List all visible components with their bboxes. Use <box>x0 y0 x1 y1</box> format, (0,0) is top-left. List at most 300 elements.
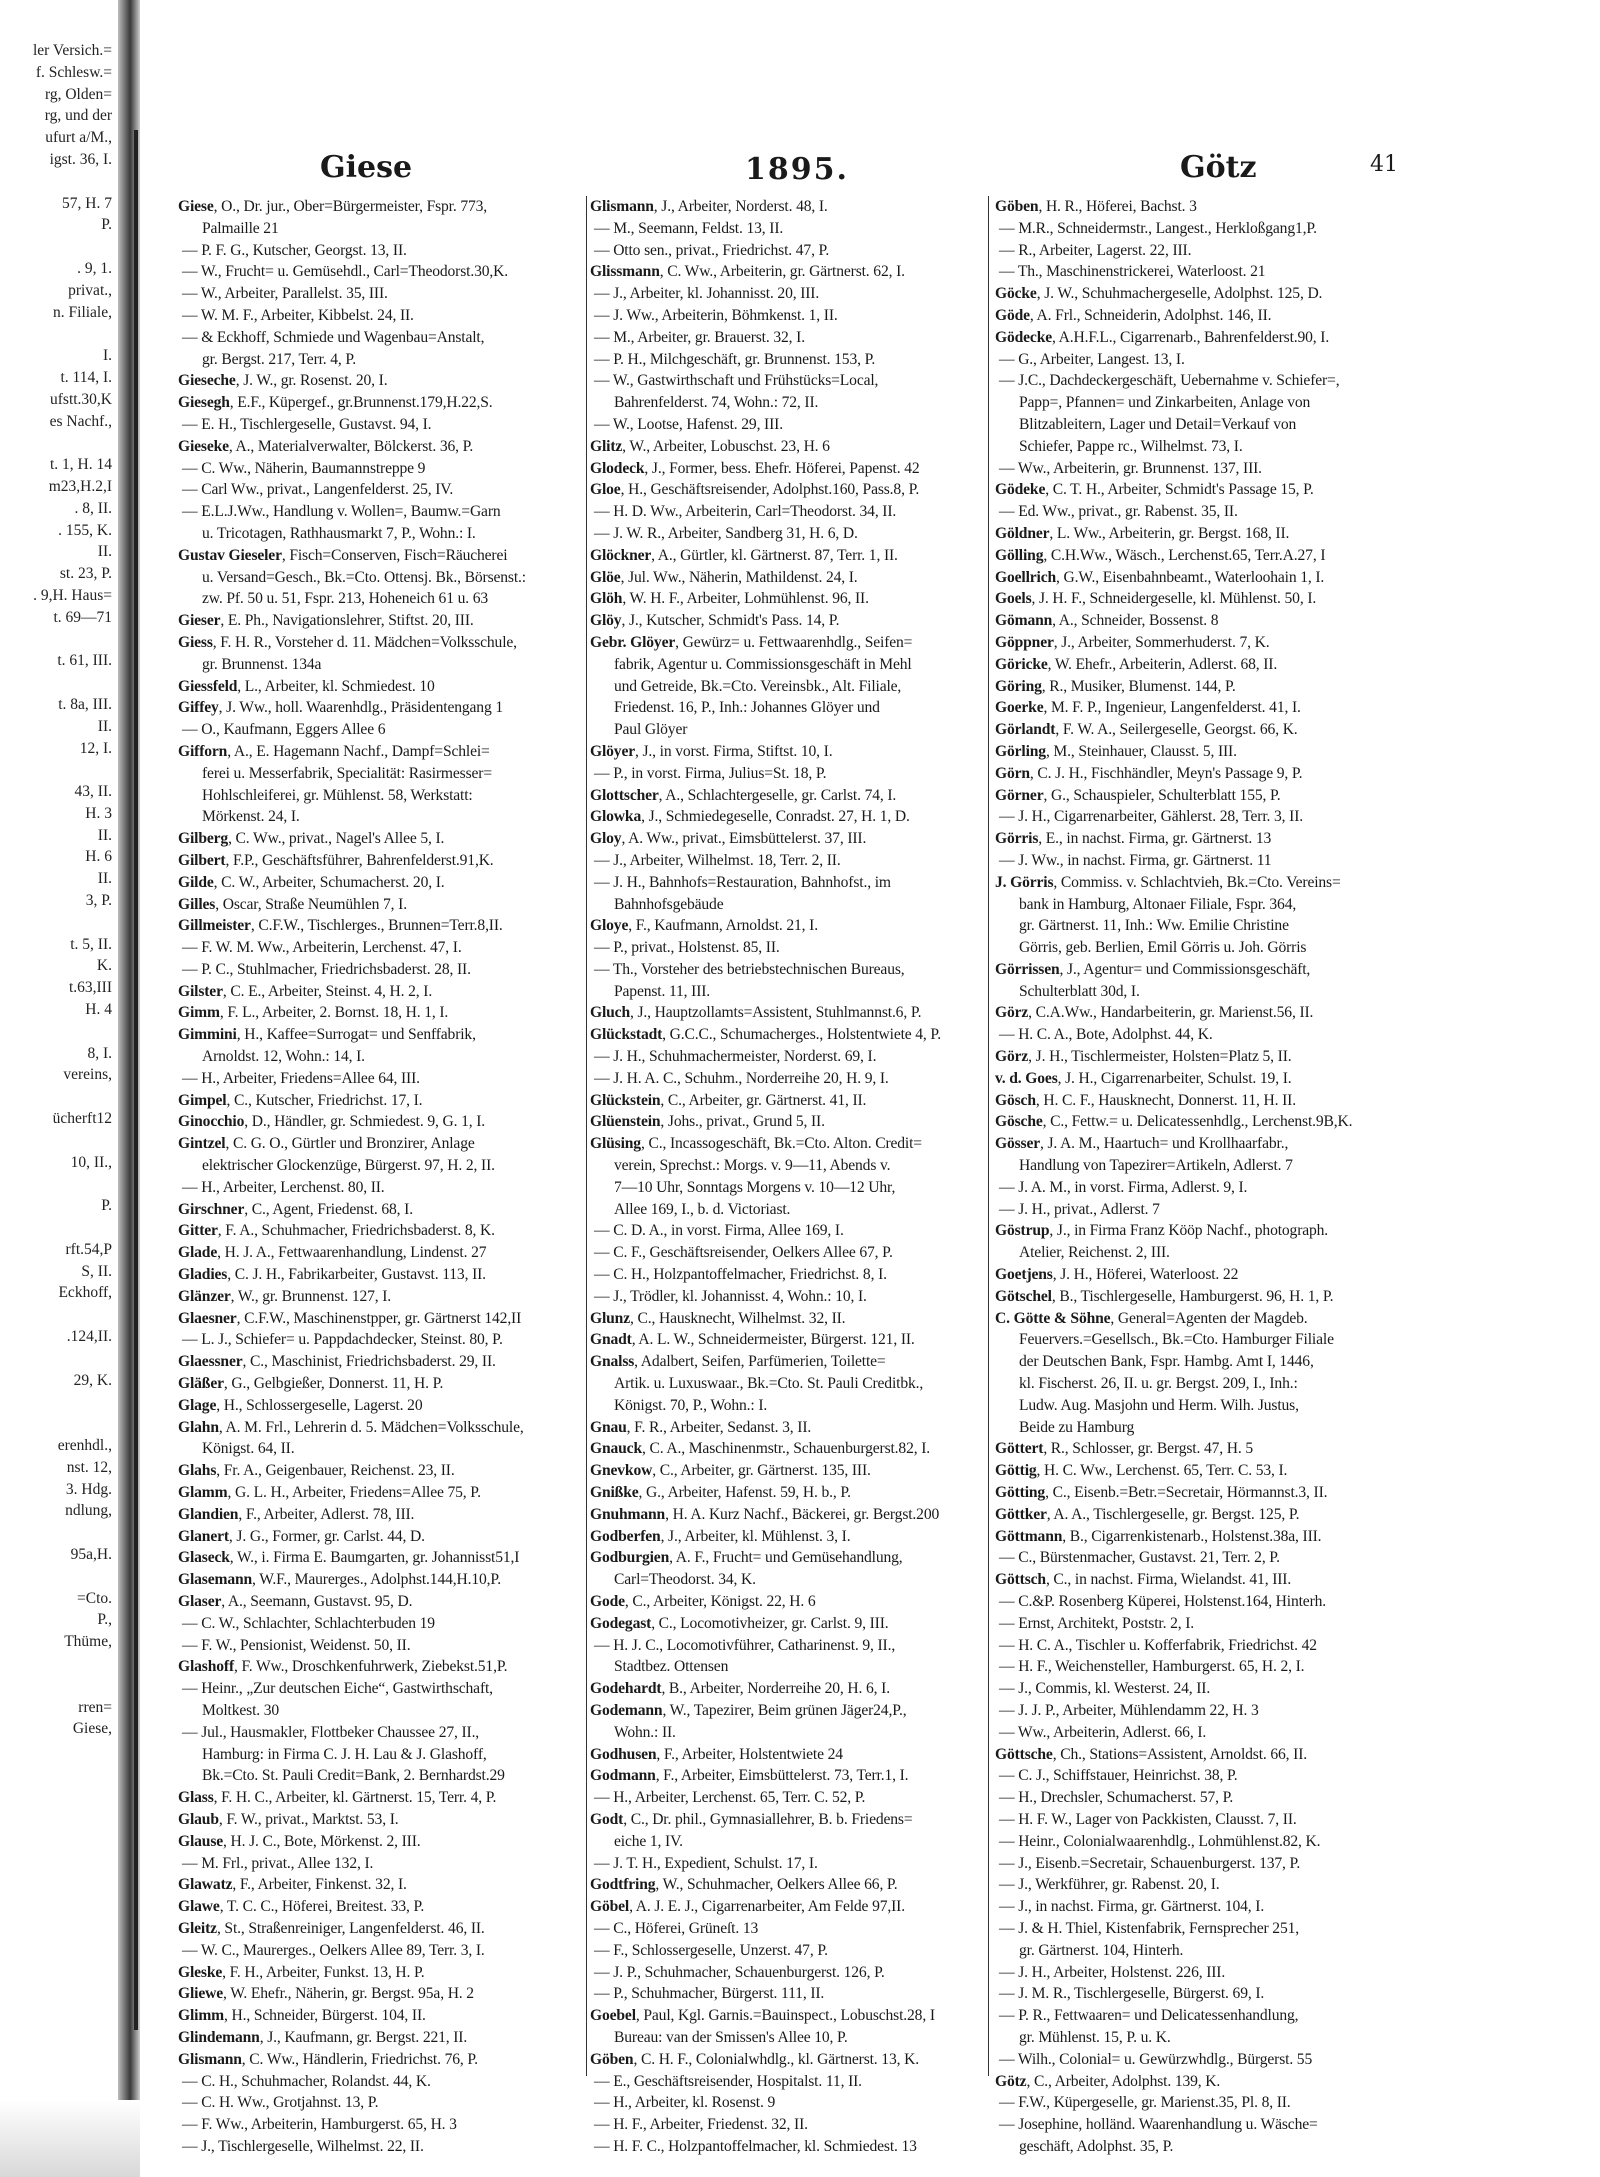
directory-entry: Glänzer, W., gr. Brunnenst. 127, I. <box>178 1287 392 1305</box>
directory-entry: Glöckner, A., Gürtler, kl. Gärtnerst. 87, Terr. 1, II. <box>590 546 898 564</box>
directory-entry: Goels, J. H. F., Schneidergeselle, kl. Mühlenst. 50, I. <box>995 590 1317 608</box>
directory-entry: Gimpel, C., Kutscher, Friedrichst. 17, I. <box>178 1091 423 1109</box>
directory-subentry: — P. F. G., Kutscher, Georgst. 13, II. <box>182 241 407 259</box>
column-divider-2 <box>988 196 989 2076</box>
directory-entry: Girschner, C., Agent, Friedenst. 68, I. <box>178 1200 413 1218</box>
directory-entry: Glöe, Jul. Ww., Näherin, Mathildenst. 24, I. <box>590 568 858 586</box>
directory-subentry: — J. H., Cigarrenarbeiter, Gählerst. 28, Terr. 3, II. <box>999 808 1303 826</box>
directory-entry: Glüenstein, Johs., privat., Grund 5, II. <box>590 1113 825 1131</box>
directory-entry: Gladies, C. J. H., Fabrikarbeiter, Gustavst. 113, II. <box>178 1266 486 1284</box>
directory-subentry: — J. Ww., in nachst. Firma, gr. Gärtnerst. 11 <box>999 851 1272 869</box>
directory-subentry: — P. H., Milchgeschäft, gr. Brunnenst. 153, P. <box>594 350 876 368</box>
directory-subentry: — F. Ww., Arbeiterin, Hamburgerst. 65, H. 3 <box>182 2116 457 2134</box>
strip-line: ücherft12 <box>52 1110 112 1128</box>
directory-entry: Gleske, F. H., Arbeiter, Funkst. 13, H. P. <box>178 1963 425 1981</box>
strip-line: ufurt a/M., <box>45 129 112 147</box>
directory-subentry: — W., Gastwirthschaft und Frühstücks=Local, <box>594 372 879 390</box>
directory-continuation: Arnoldst. 12, Wohn.: 14, I. <box>202 1048 365 1066</box>
directory-entry: Glasemann, W.F., Maurerges., Adolphst.144,H.10,P. <box>178 1571 501 1589</box>
strip-line: P., <box>97 1611 112 1629</box>
directory-entry: Glass, F. H. C., Arbeiter, kl. Gärtnerst. 15, Terr. 4, P. <box>178 1789 497 1807</box>
directory-entry: Göben, H. R., Höferei, Bachst. 3 <box>995 198 1197 215</box>
directory-entry: Gnau, F. R., Arbeiter, Sedanst. 3, II. <box>590 1418 812 1436</box>
header-left-keyword: Giese <box>320 150 413 185</box>
column-1 <box>178 196 581 2155</box>
directory-subentry: — E., Geschäftsreisender, Hospitalst. 11, II. <box>594 2072 862 2090</box>
directory-entry: Glüsing, C., Incassogeschäft, Bk.=Cto. Alton. Credit= <box>590 1135 922 1153</box>
directory-subentry: — H. F. C., Holzpantoffelmacher, kl. Schmiedest. 13 <box>594 2137 917 2155</box>
directory-entry: Glöy, J., Kutscher, Schmidt's Pass. 14, P. <box>590 612 840 630</box>
directory-continuation: gr. Bergst. 217, Terr. 4, P. <box>202 350 356 368</box>
directory-entry: Glöyer, J., in vorst. Firma, Stiftst. 10, I. <box>590 742 833 760</box>
strip-line: rg, Olden= <box>44 85 112 103</box>
directory-subentry: — W., Frucht= u. Gemüsehdl., Carl=Theodorst.30,K. <box>182 263 508 281</box>
strip-line: rft.54,P <box>65 1240 112 1258</box>
directory-entry: Gilde, C. W., Arbeiter, Schumacherst. 20, I. <box>178 873 445 891</box>
directory-entry: Götschel, B., Tischlergeselle, Hamburgerst. 96, H. 1, P. <box>995 1287 1334 1305</box>
strip-line <box>0 1391 118 1413</box>
directory-entry: Gösche, C., Fettw.= u. Delicatessenhdlg., Lerchenst.9B,K. <box>995 1113 1353 1131</box>
strip-line: nst. 12, <box>66 1458 112 1476</box>
strip-line: vereins, <box>63 1066 112 1084</box>
directory-subentry: — F., Schlossergeselle, Unzerst. 47, P. <box>594 1941 828 1959</box>
directory-continuation: ferei u. Messerfabrik, Specialität: Rasirmesser= <box>202 764 492 782</box>
strip-line: erenhdl., <box>57 1437 112 1454</box>
strip-line <box>0 171 118 193</box>
directory-entry: Glanert, J. G., Former, gr. Carlst. 44, D. <box>178 1527 425 1545</box>
directory-entry: Godehardt, B., Arbeiter, Norderreihe 20, H. 6, I. <box>590 1680 890 1698</box>
column-divider-1 <box>586 196 587 2076</box>
strip-line: I. <box>102 347 112 365</box>
directory-continuation: Wohn.: II. <box>614 1723 676 1741</box>
strip-line <box>0 912 118 934</box>
directory-entry: Glodeck, J., Former, bess. Ehefr. Höferei, Papenst. 42 <box>590 459 920 477</box>
strip-line: . 9,H. Haus= <box>33 586 112 604</box>
strip-line <box>0 1086 118 1108</box>
directory-entry: Godberfen, J., Arbeiter, kl. Mühlenst. 3, I. <box>590 1527 851 1545</box>
directory-continuation: zw. Pf. 50 u. 51, Fspr. 213, Hoheneich 61 u. 63 <box>202 590 489 608</box>
directory-entry: Glindemann, J., Kaufmann, gr. Bergst. 221, II. <box>178 2028 468 2046</box>
directory-entry: Gilles, Oscar, Straße Neumühlen 7, I. <box>178 895 407 913</box>
directory-subentry: — C., Bürstenmacher, Gustavst. 21, Terr. 2, P. <box>999 1549 1280 1567</box>
directory-entry: Gustav Gieseler, Fisch=Conserven, Fisch=Räucherei <box>178 546 508 564</box>
directory-entry: Gödecke, A.H.F.L., Cigarrenarb., Bahrenfelderst.90, I. <box>995 328 1330 346</box>
directory-entry: J. Görris, Commiss. v. Schlachtvieh, Bk.=Cto. Vereins= <box>995 873 1341 891</box>
directory-entry: Gliewe, W. Ehefr., Näherin, gr. Bergst. 95a, H. 2 <box>178 1985 474 2003</box>
directory-entry: Glunz, C., Hausknecht, Wilhelmst. 32, II. <box>590 1309 846 1327</box>
directory-continuation: und Getreide, Bk.=Cto. Vereinsbk., Alt. Filiale, <box>614 677 902 695</box>
directory-entry: Göde, A. Frl., Schneiderin, Adolphst. 146, II. <box>995 306 1272 324</box>
directory-entry: Gösch, H. C. F., Hausknecht, Donnerst. 11, H. II. <box>995 1091 1296 1109</box>
directory-subentry: — Wilh., Colonial= u. Gewürzwhdlg., Bürgerst. 55 <box>999 2050 1313 2068</box>
directory-entry: Göttmann, B., Cigarrenkistenarb., Holstenst.38a, III. <box>995 1527 1322 1545</box>
directory-entry: Glaessner, C., Maschinist, Friedrichsbaderst. 29, II. <box>178 1353 496 1371</box>
directory-subentry: — H. F. W., Lager von Packkisten, Clausst. 7, II. <box>999 1810 1297 1828</box>
directory-entry: Göttker, A. A., Tischlergeselle, gr. Bergst. 125, P. <box>995 1505 1300 1523</box>
directory-entry: Glage, H., Schlossergeselle, Lagerst. 20 <box>178 1396 423 1414</box>
directory-subentry: — F. W., Pensionist, Weidenst. 50, II. <box>182 1636 411 1654</box>
strip-line: t. 1, H. 14 <box>50 456 112 474</box>
directory-subentry: — J., Trödler, kl. Johannisst. 4, Wohn.: 10, I. <box>594 1287 867 1305</box>
directory-subentry: — P. C., Stuhlmacher, Friedrichsbaderst. 28, II. <box>182 960 471 978</box>
directory-entry: Görn, C. J. H., Fischhändler, Meyn's Passage 9, P. <box>995 764 1303 782</box>
directory-continuation: Handlung von Tapezirer=Artikeln, Adlerst. 7 <box>1019 1157 1293 1175</box>
directory-subentry: — Th., Vorsteher des betriebstechnischen Bureaus, <box>594 960 905 978</box>
directory-entry: Gilster, C. E., Arbeiter, Steinst. 4, H. 2, I. <box>178 982 433 1000</box>
strip-line: rren= <box>78 1698 112 1716</box>
strip-line: P. <box>101 216 112 234</box>
directory-subentry: — Heinr., Colonialwaarenhdlg., Lohmühlenst.82, K. <box>999 1832 1321 1850</box>
directory-entry: Gimmini, H., Kaffee=Surrogat= und Senffabrik, <box>178 1026 476 1044</box>
directory-subentry: — J. & H. Thiel, Kistenfabrik, Fernsprecher 251, <box>999 1919 1299 1937</box>
directory-continuation: Bahrenfelderst. 74, Wohn.: 72, II. <box>614 394 819 412</box>
directory-entry: Gnadt, A. L. W., Schneidermeister, Bürgerst. 121, II. <box>590 1331 915 1349</box>
directory-subentry: — R., Arbeiter, Lagerst. 22, III. <box>999 241 1192 259</box>
directory-entry: Görz, C.A.Ww., Handarbeiterin, gr. Marienst.56, II. <box>995 1004 1314 1022</box>
directory-subentry: — H. F., Weichensteller, Hamburgerst. 65, H. 2, I. <box>999 1658 1305 1676</box>
strip-line: ufstt.30,K <box>50 390 112 408</box>
directory-continuation: gr. Gärtnerst. 11, Inh.: Ww. Emilie Christine <box>1019 917 1289 935</box>
directory-subentry: — L. J., Schiefer= u. Pappdachdecker, Steinst. 80, P. <box>182 1331 503 1349</box>
directory-subentry: — W. C., Maurerges., Oelkers Allee 89, Terr. 3, I. <box>182 1941 485 1959</box>
directory-entry: Giffey, J. Ww., holl. Waarenhdlg., Präsidentengang 1 <box>178 699 503 717</box>
directory-continuation: Palmaille 21 <box>202 219 279 237</box>
strip-line: Giese, <box>72 1720 112 1738</box>
directory-entry: Glowka, J., Schmiedegeselle, Conradst. 27, H. 1, D. <box>590 808 910 826</box>
strip-line: st. 23, P. <box>59 565 112 583</box>
directory-continuation: Bk.=Cto. St. Pauli Credit=Bank, 2. Bernhardst.29 <box>202 1767 505 1785</box>
directory-subentry: — J. M. R., Tischlergeselle, Bürgerst. 69, I. <box>999 1985 1265 2003</box>
directory-entry: Glöh, W. H. F., Arbeiter, Lohmühlenst. 96, II. <box>590 590 869 608</box>
directory-continuation: Feuervers.=Gesellsch., Bk.=Cto. Hamburger Filiale <box>1019 1331 1334 1349</box>
directory-continuation: der Deutschen Bank, Fspr. Hambg. Amt I, 1446, <box>1019 1353 1314 1371</box>
strip-line <box>0 672 118 694</box>
strip-line: . 8, II. <box>74 499 112 517</box>
directory-subentry: — J. H., Arbeiter, Holstenst. 226, III. <box>999 1963 1226 1981</box>
directory-subentry: — P. R., Fettwaaren= und Delicatessenhandlung, <box>999 2007 1299 2025</box>
directory-entry: Gleitz, St., Straßenreiniger, Langenfelderst. 46, II. <box>178 1919 485 1937</box>
directory-entry: Göring, R., Musiker, Blumenst. 144, P. <box>995 677 1236 695</box>
strip-line: t. 8a, III. <box>58 695 112 713</box>
strip-line <box>0 432 118 454</box>
directory-continuation: Friedenst. 16, P., Inh.: Johannes Glöyer und <box>614 699 880 717</box>
directory-entry: Göcke, J. W., Schuhmachergeselle, Adolphst. 125, D. <box>995 285 1323 303</box>
strip-line: . 9, 1. <box>77 259 112 277</box>
directory-entry: Glaesner, C.F.W., Maschinenstpper, gr. Gärtnerst 142,II <box>178 1309 522 1327</box>
directory-entry: Godhusen, F., Arbeiter, Holstentwiete 24 <box>590 1745 843 1763</box>
directory-entry: Göben, C. H. F., Colonialwhdlg., kl. Gärtnerst. 13, K. <box>590 2050 919 2068</box>
strip-line <box>0 1348 118 1370</box>
directory-entry: Godt, C., Dr. phil., Gymnasiallehrer, B. b. Friedens= <box>590 1810 913 1828</box>
directory-subentry: — W., Lootse, Hafenst. 29, III. <box>594 415 783 433</box>
strip-line: privat., <box>68 281 112 299</box>
directory-continuation: Carl=Theodorst. 34, K. <box>614 1571 756 1589</box>
directory-subentry: — P., in vorst. Firma, Julius=St. 18, P. <box>594 764 827 782</box>
strip-line: K. <box>96 957 112 975</box>
directory-subentry: — J. Ww., Arbeiterin, Böhmkenst. 1, II. <box>594 306 838 324</box>
directory-continuation: gr. Gärtnerst. 104, Hinterh. <box>1019 1941 1184 1959</box>
directory-entry: Glawe, T. C. C., Höferei, Breitest. 33, P. <box>178 1898 425 1916</box>
strip-line <box>0 1653 118 1675</box>
previous-page-strip <box>0 40 118 2100</box>
strip-line <box>0 1675 118 1697</box>
strip-line: H. 6 <box>85 848 112 866</box>
column-2 <box>590 196 980 2155</box>
directory-entry: Gluch, J., Hauptzollamts=Assistent, Stuhlmannst.6, P. <box>590 1004 922 1022</box>
directory-continuation: gr. Brunnenst. 134a <box>202 655 322 673</box>
strip-line: P. <box>101 1197 112 1215</box>
directory-continuation: verein, Sprechst.: Morgs. v. 9—11, Abends v. <box>614 1157 891 1175</box>
strip-line: II. <box>97 826 112 844</box>
directory-entry: Göldner, L. Ww., Arbeiterin, gr. Bergst. 168, II. <box>995 524 1290 542</box>
strip-line: II. <box>97 543 112 561</box>
directory-entry: Glitz, W., Arbeiter, Lobuschst. 23, H. 6 <box>590 437 830 455</box>
directory-entry: Görrissen, J., Agentur= und Commissionsgeschäft, <box>995 960 1311 978</box>
directory-entry: Göstrup, J., in Firma Franz Kööp Nachf., photograph. <box>995 1222 1329 1240</box>
strip-line: II. <box>97 870 112 888</box>
directory-subentry: — P., privat., Holstenst. 85, II. <box>594 939 780 957</box>
directory-entry: Gintzel, C. G. O., Gürtler und Bronzirer, Anlage <box>178 1135 475 1153</box>
directory-entry: Gnuhmann, H. A. Kurz Nachf., Bäckerei, gr. Bergst.200 <box>590 1505 940 1523</box>
directory-entry: Gnevkow, C., Arbeiter, gr. Gärtnerst. 135, III. <box>590 1462 871 1480</box>
directory-entry: Giessfeld, L., Arbeiter, kl. Schmiedest. 10 <box>178 677 435 695</box>
directory-entry: Göttsche, Ch., Stations=Assistent, Arnoldst. 66, II. <box>995 1745 1308 1763</box>
directory-entry: Göppner, J., Arbeiter, Sommerhuderst. 7, K. <box>995 633 1270 651</box>
directory-subentry: — C. H., Holzpantoffelmacher, Friedrichst. 8, I. <box>594 1266 887 1284</box>
strip-line: ler Versich.= <box>32 42 112 59</box>
directory-subentry: — G., Arbeiter, Langest. 13, I. <box>999 350 1185 368</box>
directory-continuation: Papp=, Pfannen= und Zinkarbeiten, Anlage von <box>1019 394 1311 412</box>
directory-entry: Gölling, C.H.Ww., Wäsch., Lerchenst.65, Terr.A.27, I <box>995 546 1326 564</box>
directory-entry: Glückstein, C., Arbeiter, gr. Gärtnerst. 41, II. <box>590 1091 867 1109</box>
strip-line: ndlung, <box>65 1502 112 1520</box>
directory-subentry: — C. H. Ww., Grotjahnst. 13, P. <box>182 2094 379 2112</box>
strip-line <box>0 1021 118 1043</box>
directory-subentry: — J. H. A. C., Schuhm., Norderreihe 20, H. 9, I. <box>594 1069 889 1087</box>
directory-continuation: Bahnhofsgebäude <box>614 895 724 913</box>
directory-entry: Gilbert, F.P., Geschäftsführer, Bahrenfelderst.91,K. <box>178 851 494 869</box>
directory-subentry: — W., Arbeiter, Parallelst. 35, III. <box>182 285 388 303</box>
directory-subentry: — & Eckhoff, Schmiede und Wagenbau=Anstalt, <box>182 328 485 346</box>
directory-subentry: — Jul., Hausmakler, Flottbeker Chaussee 27, II., <box>182 1723 480 1741</box>
strip-line: H. 4 <box>85 1001 112 1019</box>
directory-subentry: — J. H., Schuhmachermeister, Norderst. 69, I. <box>594 1048 877 1066</box>
directory-subentry: — W. M. F., Arbeiter, Kibbelst. 24, II. <box>182 306 414 324</box>
directory-entry: Glismann, C. Ww., Händlerin, Friedrichst. 76, P. <box>178 2050 478 2068</box>
directory-entry: Glashoff, F. Ww., Droschkenfuhrwerk, Ziebekst.51,P. <box>178 1658 508 1676</box>
directory-entry: Godegast, C., Locomotivheizer, gr. Carlst. 9, III. <box>590 1614 889 1632</box>
directory-subentry: — J., Commis, kl. Westerst. 24, II. <box>999 1680 1211 1698</box>
directory-continuation: Schulterblatt 30d, I. <box>1019 982 1140 1000</box>
directory-continuation: Allee 169, I., b. d. Victoriast. <box>614 1200 791 1218</box>
directory-entry: Gimm, F. L., Arbeiter, 2. Bornst. 18, H. 1, I. <box>178 1004 449 1022</box>
directory-entry: Gifforn, A., E. Hagemann Nachf., Dampf=Schlei= <box>178 742 490 760</box>
directory-entry: Giese, O., Dr. jur., Ober=Bürgermeister, Fspr. 773, <box>178 198 488 215</box>
directory-continuation: Atelier, Reichenst. 2, III. <box>1019 1244 1170 1262</box>
strip-line: t. 5, II. <box>70 935 112 953</box>
directory-subentry: — H., Drechsler, Schumacherst. 57, P. <box>999 1789 1234 1807</box>
directory-subentry: — E. H., Tischlergeselle, Gustavst. 94, I. <box>182 415 432 433</box>
directory-subentry: — Carl Ww., privat., Langenfelderst. 25, IV. <box>182 481 454 499</box>
directory-subentry: — C. J., Schiffstauer, Heinrichst. 38, P. <box>999 1767 1238 1785</box>
directory-subentry: — J., Tischlergeselle, Wilhelmst. 22, II. <box>182 2137 424 2155</box>
strip-line: f. Schlesw.= <box>35 63 112 81</box>
strip-line: Thüme, <box>64 1633 112 1651</box>
directory-continuation: Moltkest. 30 <box>202 1701 280 1719</box>
directory-entry: Glamm, G. L. H., Arbeiter, Friedens=Allee 75, P. <box>178 1484 481 1502</box>
directory-entry: Glahs, Fr. A., Geigenbauer, Reichenst. 23, II. <box>178 1462 455 1480</box>
page-edge-shadow <box>0 2100 140 2177</box>
directory-subentry: — Otto sen., privat., Friedrichst. 47, P. <box>594 241 830 259</box>
directory-subentry: — P., Schuhmacher, Bürgerst. 111, II. <box>594 1985 825 2003</box>
strip-line <box>0 1413 118 1435</box>
directory-entry: Görner, G., Schauspieler, Schulterblatt 155, P. <box>995 786 1281 804</box>
strip-line <box>0 1566 118 1588</box>
directory-continuation: Papenst. 11, III. <box>614 982 711 1000</box>
directory-entry: Glaseck, W., i. Firma E. Baumgarten, gr. Johannisst51,I <box>178 1549 520 1567</box>
header-year: 1895. <box>745 152 849 187</box>
directory-entry: Glottscher, A., Schlachtergeselle, gr. Carlst. 74, I. <box>590 786 897 804</box>
strip-line: Eckhoff, <box>58 1284 112 1302</box>
directory-continuation: Paul Glöyer <box>614 721 688 739</box>
strip-line: 12, I. <box>79 739 112 757</box>
directory-entry: Götting, C., Eisenb.=Betr.=Secretair, Hörmannst.3, II. <box>995 1484 1328 1502</box>
directory-subentry: — Th., Maschinenstrickerei, Waterloost. 21 <box>999 263 1266 281</box>
strip-line: H. 3 <box>85 804 112 822</box>
directory-subentry: — H. C. A., Bote, Adolphst. 44, K. <box>999 1026 1213 1044</box>
directory-subentry: — H. F., Arbeiter, Friedenst. 32, II. <box>594 2116 808 2134</box>
directory-entry: Gnauck, C. A., Maschinenmstr., Schauenburgerst.82, I. <box>590 1440 931 1458</box>
directory-continuation: Schiefer, Pappe rc., Wilhelmst. 73, I. <box>1019 437 1243 455</box>
strip-line: =Cto. <box>76 1589 112 1607</box>
strip-line: rg, und der <box>44 107 112 125</box>
strip-line: 10, II., <box>70 1153 112 1171</box>
directory-entry: Godmann, F., Arbeiter, Eimsbüttelerst. 73, Terr.1, I. <box>590 1767 909 1785</box>
directory-entry: Glause, H. J. C., Bote, Mörkenst. 2, III. <box>178 1832 421 1850</box>
strip-line <box>0 1217 118 1239</box>
directory-entry: Gieser, E. Ph., Navigationslehrer, Stiftst. 20, III. <box>178 612 474 630</box>
directory-entry: Gebr. Glöyer, Gewürz= u. Fettwaarenhdlg., Seifen= <box>590 633 913 651</box>
strip-line <box>0 1130 118 1152</box>
directory-entry: Gieseche, J. W., gr. Rosenst. 20, I. <box>178 372 388 390</box>
directory-subentry: — J., Eisenb.=Secretair, Schauenburgerst. 137, P. <box>999 1854 1301 1872</box>
directory-subentry: — C. D. A., in vorst. Firma, Allee 169, I. <box>594 1222 844 1240</box>
directory-subentry: — F.W., Küpergeselle, gr. Marienst.35, Pl. 8, II. <box>999 2094 1291 2112</box>
directory-entry: Göttig, H. C. Ww., Lerchenst. 65, Terr. C. 53, I. <box>995 1462 1288 1480</box>
directory-continuation: Hamburg: in Firma C. J. H. Lau & J. Glashoff, <box>202 1745 487 1763</box>
directory-subentry: — H., Arbeiter, Lerchenst. 65, Terr. C. 52, P. <box>594 1789 866 1807</box>
directory-entry: Glahn, A. M. Frl., Lehrerin d. 5. Mädchen=Volksschule, <box>178 1418 524 1436</box>
directory-subentry: — Ernst, Architekt, Poststr. 2, I. <box>999 1614 1195 1632</box>
directory-subentry: — M.R., Schneidermstr., Langest., Herkloßgang1,P. <box>999 219 1317 237</box>
strip-line: 95a,H. <box>70 1545 112 1563</box>
directory-continuation: Beide zu Hamburg <box>1019 1418 1135 1436</box>
header-right-keyword: Götz <box>1180 150 1257 185</box>
directory-continuation: eiche 1, IV. <box>614 1832 683 1850</box>
directory-continuation: fabrik, Agentur u. Commissionsgeschäft in Mehl <box>614 655 912 673</box>
directory-continuation: Mörkenst. 24, I. <box>202 808 300 826</box>
directory-subentry: — J. H., privat., Adlerst. 7 <box>999 1200 1160 1218</box>
strip-line: 57, H. 7 <box>62 194 112 212</box>
strip-line: . 155, K. <box>58 521 112 539</box>
strip-line <box>0 236 118 258</box>
directory-subentry: — H., Arbeiter, kl. Rosenst. 9 <box>594 2094 776 2112</box>
directory-subentry: — E.L.J.Ww., Handlung v. Wollen=, Baumw.=Garn <box>182 503 501 521</box>
directory-subentry: — F. W. M. Ww., Arbeiterin, Lerchenst. 47, I. <box>182 939 462 957</box>
directory-entry: Görlandt, F. W. A., Seilergeselle, Georgst. 66, K. <box>995 721 1298 739</box>
directory-entry: Görz, J. H., Tischlermeister, Holsten=Platz 5, II. <box>995 1048 1292 1066</box>
directory-entry: Godtfring, W., Schuhmacher, Oelkers Allee 66, P. <box>590 1876 898 1894</box>
directory-subentry: — J., Arbeiter, Wilhelmst. 18, Terr. 2, II. <box>594 851 841 869</box>
directory-subentry: — H. D. Ww., Arbeiterin, Carl=Theodorst. 34, II. <box>594 503 897 521</box>
directory-continuation: kl. Fischerst. 26, II. u. gr. Bergst. 209, I., Inh.: <box>1019 1375 1298 1393</box>
strip-line: t.63,III <box>68 979 112 997</box>
strip-line: II. <box>97 717 112 735</box>
directory-entry: Goebel, Paul, Kgl. Garnis.=Bauinspect., Lobuschst.28, I <box>590 2007 935 2025</box>
directory-entry: Glandien, F., Arbeiter, Adlerst. 78, III. <box>178 1505 415 1523</box>
directory-entry: Glückstadt, G.C.C., Schumacherges., Holstentwiete 4, P. <box>590 1026 941 1044</box>
strip-line <box>0 1173 118 1195</box>
directory-entry: Gloy, A. Ww., privat., Eimsbüttelerst. 37, III. <box>590 830 867 848</box>
directory-entry: Gillmeister, C.F.W., Tischlerges., Brunnen=Terr.8,II. <box>178 917 503 935</box>
directory-continuation: Königst. 70, P., Wohn.: I. <box>614 1396 768 1414</box>
page-header <box>170 150 1470 200</box>
strip-line: 43, II. <box>74 783 112 801</box>
directory-entry: Gloe, H., Geschäftsreisender, Adolphst.160, Pass.8, P. <box>590 481 920 499</box>
strip-line <box>0 759 118 781</box>
strip-line <box>0 629 118 651</box>
directory-entry: Gödeke, C. T. H., Arbeiter, Schmidt's Passage 15, P. <box>995 481 1314 499</box>
column-3 <box>995 196 1415 2155</box>
directory-continuation: Bureau: van der Smissen's Allee 10, P. <box>614 2028 848 2046</box>
directory-entry: Giesegh, E.F., Küpergef., gr.Brunnenst.179,H.22,S. <box>178 394 493 412</box>
directory-entry: Glawatz, F., Arbeiter, Finkenst. 32, I. <box>178 1876 407 1894</box>
strip-line <box>0 1522 118 1544</box>
directory-entry: Götz, C., Arbeiter, Adolphst. 139, K. <box>995 2072 1221 2090</box>
directory-entry: Göricke, W. Ehefr., Arbeiterin, Adlerst. 68, II. <box>995 655 1278 673</box>
directory-entry: Glismann, J., Arbeiter, Norderst. 48, I. <box>590 198 828 215</box>
directory-entry: Göbel, A. J. E. J., Cigarrenarbeiter, Am Felde 97,II. <box>590 1898 905 1916</box>
directory-subentry: — C.&P. Rosenberg Küperei, Holstenst.164, Hinterh. <box>999 1593 1327 1610</box>
page-number: 41 <box>1370 152 1398 177</box>
strip-line: t. 69—71 <box>53 608 112 626</box>
directory-entry: Glaub, F. W., privat., Marktst. 53, I. <box>178 1810 399 1828</box>
directory-entry: Gnißke, G., Arbeiter, Hafenst. 59, H. b., P. <box>590 1484 851 1502</box>
strip-line: es Nachf., <box>49 412 112 430</box>
directory-subentry: — J. P., Schuhmacher, Schauenburgerst. 126, P. <box>594 1963 885 1981</box>
directory-entry: Görling, M., Steinhauer, Clausst. 5, III. <box>995 742 1237 760</box>
directory-subentry: — C., Höferei, Grüneſt. 13 <box>594 1919 759 1937</box>
directory-subentry: — J., Arbeiter, kl. Johannisst. 20, III. <box>594 285 820 303</box>
directory-entry: Gloye, F., Kaufmann, Arnoldst. 21, I. <box>590 917 818 935</box>
strip-line <box>0 1304 118 1326</box>
directory-subentry: — J. H., Bahnhofs=Restauration, Bahnhofst., im <box>594 873 891 891</box>
directory-entry: Glade, H. J. A., Fettwaarenhandlung, Lindenst. 27 <box>178 1244 487 1262</box>
directory-continuation: Ludw. Aug. Masjohn und Herm. Wilh. Justus, <box>1019 1396 1299 1414</box>
directory-entry: Goellrich, G.W., Eisenbahnbeamt., Waterloohain 1, I. <box>995 568 1325 586</box>
directory-entry: Ginocchio, D., Händler, gr. Schmiedest. 9, G. 1, I. <box>178 1113 486 1131</box>
strip-line: .124,II. <box>66 1328 112 1346</box>
directory-subentry: — O., Kaufmann, Eggers Allee 6 <box>182 721 386 739</box>
directory-continuation: gr. Mühlenst. 15, P. u. K. <box>1019 2028 1171 2046</box>
directory-continuation: u. Versand=Gesch., Bk.=Cto. Ottensj. Bk., Börsenst.: <box>202 568 526 586</box>
directory-entry: Göttsch, C., in nachst. Firma, Wielandst. 41, III. <box>995 1571 1292 1589</box>
directory-continuation: geschäft, Adolphst. 35, P. <box>1019 2137 1174 2155</box>
directory-entry: Giess, F. H. R., Vorsteher d. 11. Mädchen=Volksschule, <box>178 633 517 651</box>
directory-subentry: — C. F., Geschäftsreisender, Oelkers Allee 67, P. <box>594 1244 893 1262</box>
directory-entry: Göttert, R., Schlosser, gr. Bergst. 47, H. 5 <box>995 1440 1253 1458</box>
directory-entry: Glissmann, C. Ww., Arbeiterin, gr. Gärtnerst. 62, I. <box>590 263 905 281</box>
